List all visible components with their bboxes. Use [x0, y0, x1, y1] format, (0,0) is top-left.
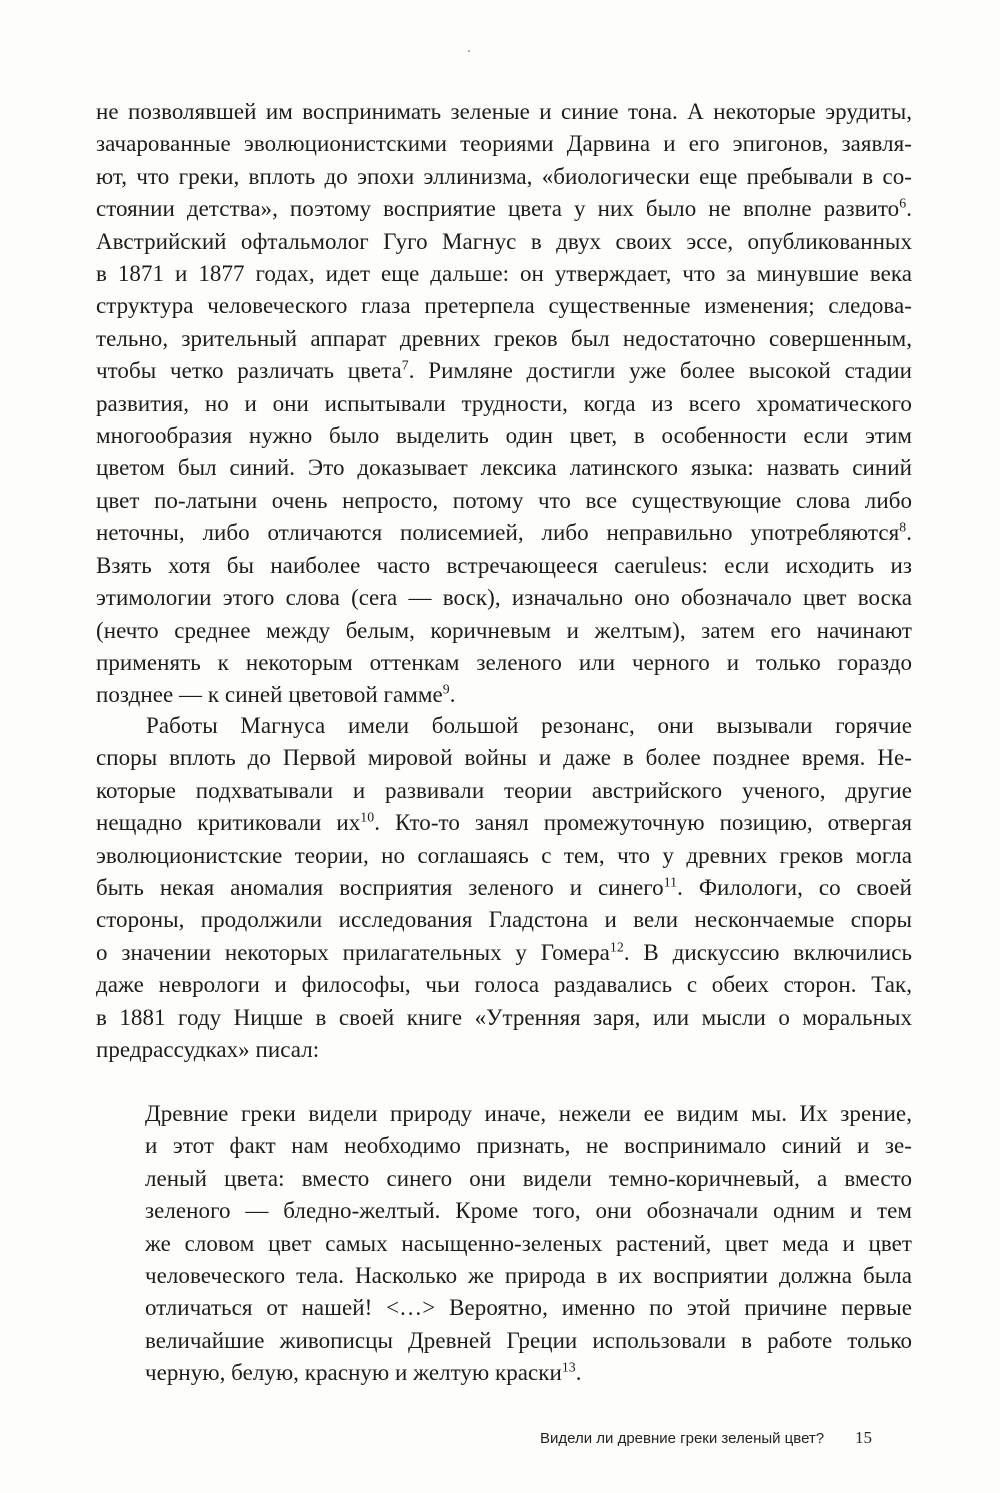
text-line: даже неврологи и философы, чьи голоса раздавались с обеих сторон. Так,	[96, 972, 912, 998]
text-line: нещадно критиковали $их^{10}$. Кто-то занял промежуточную позицию, отвергая	[96, 809, 912, 836]
text-line: споры вплоть до Первой мировой войны и даже в более позднее время. Не-	[96, 745, 912, 771]
quote-line: черную, белую, красную и желтую краски$^{13}$.	[145, 1359, 582, 1386]
text-line: развития, но и они испытывали трудности, когда из всего хроматического	[96, 390, 912, 416]
footnote-ref[interactable]: 6	[899, 195, 907, 211]
running-title: Видели ли древние греки зеленый цвет?	[540, 1430, 825, 1447]
quote-line: человеческого тела. Насколько же природа в их восприятии должна была	[145, 1263, 912, 1289]
footnote-ref[interactable]: 12	[609, 939, 624, 955]
text-line: структура человеческого глаза претерпела существенные изменения; следова-	[96, 293, 912, 319]
footnote-ref[interactable]: 11	[663, 874, 678, 890]
quote-line: Древние греки видели природу иначе, нежели ее видим мы. Их зрение,	[145, 1101, 912, 1126]
quote-line: же словом цвет самых насыщенно-зеленых растений, цвет меда и цвет	[145, 1230, 912, 1256]
footnote-ref[interactable]: 8	[899, 519, 907, 535]
quote-line: и этот факт нам необходимо признать, не воспринимало синий и зе-	[145, 1133, 912, 1159]
block-quote	[145, 1098, 912, 1390]
quote-line: леный цвета: вместо синего они видели темно-коричневый, а вместо	[145, 1165, 912, 1191]
text-line: (нечто среднее между белым, коричневым и желтым), затем его начинают	[96, 617, 912, 643]
text-line: неточны, либо отличаются полисемией, либо неправильно употребляются$^8$.	[96, 519, 912, 546]
text-line: предрассудках» писал:	[96, 1037, 320, 1063]
text-line: позднее — к синей цветовой гамме$^9$.	[96, 681, 456, 708]
text-line: применять к некоторым оттенкам зеленого или черного и только гораздо	[96, 649, 912, 675]
text-line: Работы Магнуса имели большой резонанс, они вызывали горячие	[146, 713, 912, 738]
quote-line: отличаться от нашей! <…> Вероятно, именно по этой причине первые	[145, 1295, 912, 1321]
text-line: чтобы четко различать цвета$^7$. Римляне достигли уже более высокой стадии	[96, 357, 912, 384]
text-line: ют, что греки, вплоть до эпохи эллинизма, «биологически еще пребывали в со-	[96, 163, 912, 189]
quote-line: зеленого — бледно-желтый. Кроме того, они обозначали одним и тем	[145, 1198, 912, 1224]
text-line: в 1881 году Ницше в своей книге «Утренняя заря, или мысли о моральных	[96, 1004, 912, 1030]
text-line: тельно, зрительный аппарат древних греков был недостаточно совершенным,	[96, 325, 912, 351]
text-line: о значении некоторых прилагательных у Гомера$^{12}$. В дискуссию включились	[96, 939, 913, 965]
paragraph-1	[96, 96, 912, 712]
footnote-ref[interactable]: 9	[442, 681, 450, 697]
text-line: в 1871 и 1877 годах, идет еще дальше: он утверждает, что за минувшие века	[96, 261, 912, 287]
quote-line: величайшие живописцы Древней Греции использовали в работе только	[145, 1327, 912, 1353]
footnote-ref[interactable]: 7	[401, 357, 409, 373]
text-line: цвет по-латыни очень непросто, потому что все существующие слова либо	[96, 487, 912, 513]
text-line: не позволявшей им воспринимать зеленые и синие тона. А некоторые эрудиты,	[96, 99, 912, 124]
text-line: цветом был синий. Это доказывает лексика латинского языка: назвать синий	[96, 455, 912, 481]
text-line: зачарованные эволюционистскими теориями Дарвина и его эпигонов, заявля-	[96, 131, 912, 157]
text-line: быть некая аномалия восприятия зеленого и синего$^{11}$. Филологи, со своей	[96, 874, 913, 901]
page-footer	[540, 1428, 872, 1448]
text-line: многообразия нужно было выделить один цвет, в особенности если этим	[96, 423, 912, 449]
text-line: стоянии детства», поэтому восприятие цвета у них было не вполне развито$^6$.	[96, 195, 912, 222]
text-line: Австрийский офтальмолог Гуго Магнус в двух своих эссе, опубликованных	[96, 228, 912, 254]
speck	[468, 50, 470, 52]
paragraph-2	[96, 710, 912, 1066]
text-line: эволюционистские теории, но соглашаясь с тем, что у древних греков могла	[96, 842, 912, 868]
text-line: этимологии этого слова (cera — воск), изначально оно обозначало цвет воска	[96, 585, 912, 611]
text-line: которые подхватывали и развивали теории австрийского ученого, другие	[96, 777, 912, 803]
text-line: стороны, продолжили исследования Гладстона и вели нескончаемые споры	[96, 907, 912, 933]
footnote-ref[interactable]: 13	[561, 1359, 576, 1375]
page-number: 15	[855, 1428, 872, 1447]
footnote-ref[interactable]: 10	[360, 809, 375, 825]
text-line: Взять хотя бы наиболее часто встречающееся caeruleus: если исходить из	[96, 552, 912, 578]
